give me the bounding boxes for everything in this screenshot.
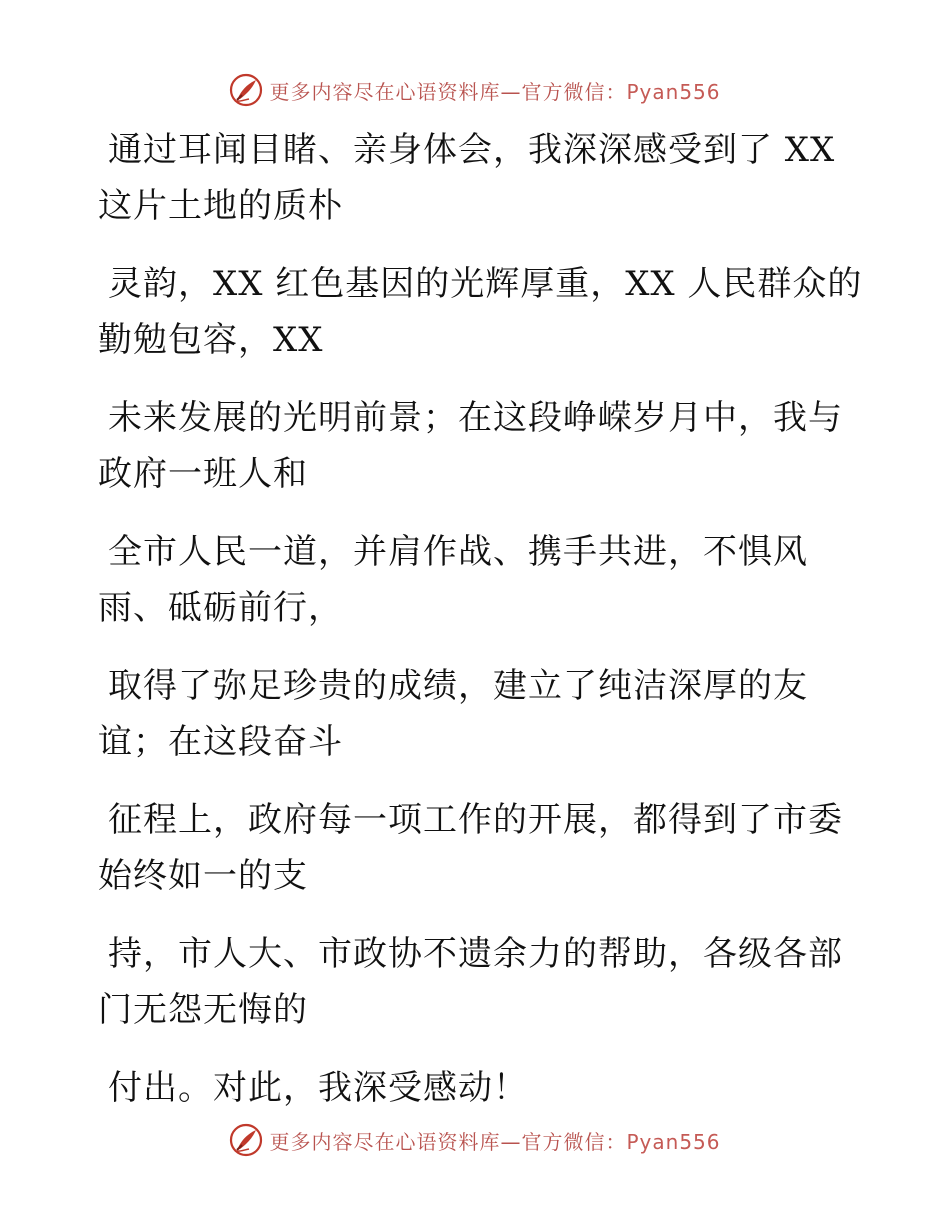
paragraph-line: 门无怨无悔的 xyxy=(98,990,308,1030)
paragraph-2 xyxy=(98,256,863,368)
paragraph-1 xyxy=(98,122,838,234)
footer-watermark-banner xyxy=(0,1118,950,1162)
paragraph-line: 这片土地的质朴 xyxy=(98,186,343,226)
paragraph-line: 灵韵，XX 红色基因的光辉厚重，XX 人民群众的 xyxy=(108,264,863,304)
paragraph-line: 勤勉包容，XX xyxy=(98,320,324,360)
paragraph-line: 征程上，政府每一项工作的开展，都得到了市委 xyxy=(108,800,843,840)
paragraph-line: 谊；在这段奋斗 xyxy=(98,722,343,762)
quill-pen-logo-icon xyxy=(229,1123,263,1157)
paragraph-8 xyxy=(98,1060,838,1116)
paragraph-line: 付出。对此，我深受感动！ xyxy=(108,1068,528,1108)
paragraph-4 xyxy=(98,524,838,636)
footer-watermark-text: 更多内容尽在心语资料库—官方微信：Pyan556 xyxy=(269,1129,721,1154)
paragraph-5 xyxy=(98,658,838,770)
paragraph-line: 持，市人大、市政协不遗余力的帮助，各级各部 xyxy=(108,934,843,974)
paragraph-line: 全市人民一道，并肩作战、携手共进，不惧风 xyxy=(108,532,808,572)
header-watermark-banner xyxy=(0,68,950,112)
header-watermark-text: 更多内容尽在心语资料库—官方微信：Pyan556 xyxy=(269,79,721,104)
paragraph-line: 通过耳闻目睹、亲身体会，我深深感受到了 XX xyxy=(108,130,836,170)
header-watermark-handle: Pyan556 xyxy=(626,79,721,104)
paragraph-7 xyxy=(98,926,843,1038)
paragraph-3 xyxy=(98,390,843,502)
footer-watermark-handle: Pyan556 xyxy=(626,1129,721,1154)
paragraph-6 xyxy=(98,792,843,904)
paragraph-line: 始终如一的支 xyxy=(98,856,308,896)
paragraph-line: 雨、砥砺前行， xyxy=(98,588,343,628)
document-body xyxy=(98,122,863,1138)
paragraph-line: 取得了弥足珍贵的成绩，建立了纯洁深厚的友 xyxy=(108,666,808,706)
quill-pen-logo-icon xyxy=(229,73,263,107)
paragraph-line: 政府一班人和 xyxy=(98,454,308,494)
paragraph-line: 未来发展的光明前景；在这段峥嵘岁月中，我与 xyxy=(108,398,843,438)
